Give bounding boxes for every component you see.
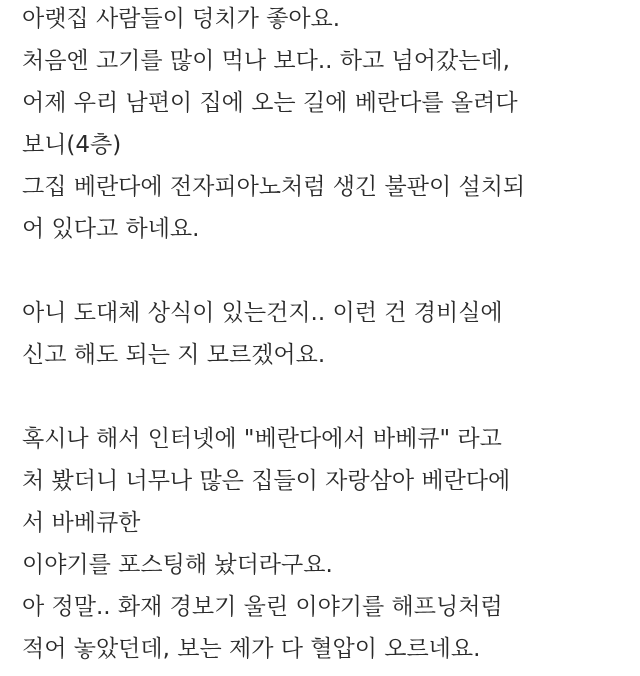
text-line: 어제 우리 남편이 집에 오는 길에 베란다를 올려다 — [22, 90, 518, 116]
text-line: 처음엔 고기를 많이 먹나 보다.. 하고 넘어갔는데, — [22, 48, 510, 74]
text-line: 서 바베큐한 — [22, 510, 141, 536]
text-line: 적어 놓았던데, 보는 제가 다 혈압이 오르네요. — [22, 636, 481, 662]
text-line: 어 있다고 하네요. — [22, 216, 200, 242]
text-line: 처 봤더니 너무나 많은 집들이 자랑삼아 베란다에 — [22, 468, 511, 494]
text-line: 이야기를 포스팅해 놨더라구요. — [22, 552, 333, 578]
text-line: 혹시나 해서 인터넷에 "베란다에서 바베큐" 라고 — [22, 426, 502, 452]
text-line: 아 정말.. 화재 경보기 울린 이야기를 해프닝처럼 — [22, 594, 503, 620]
text-line: 신고 해도 되는 지 모르겠어요. — [22, 342, 326, 368]
text-line: 아니 도대체 상식이 있는건지.. 이런 건 경비실에 — [22, 300, 503, 326]
text-line: 그집 베란다에 전자피아노처럼 생긴 불판이 설치되 — [22, 174, 526, 200]
text-line: 아랫집 사람들이 덩치가 좋아요. — [22, 6, 341, 32]
text-line: 보니(4층) — [22, 132, 122, 158]
